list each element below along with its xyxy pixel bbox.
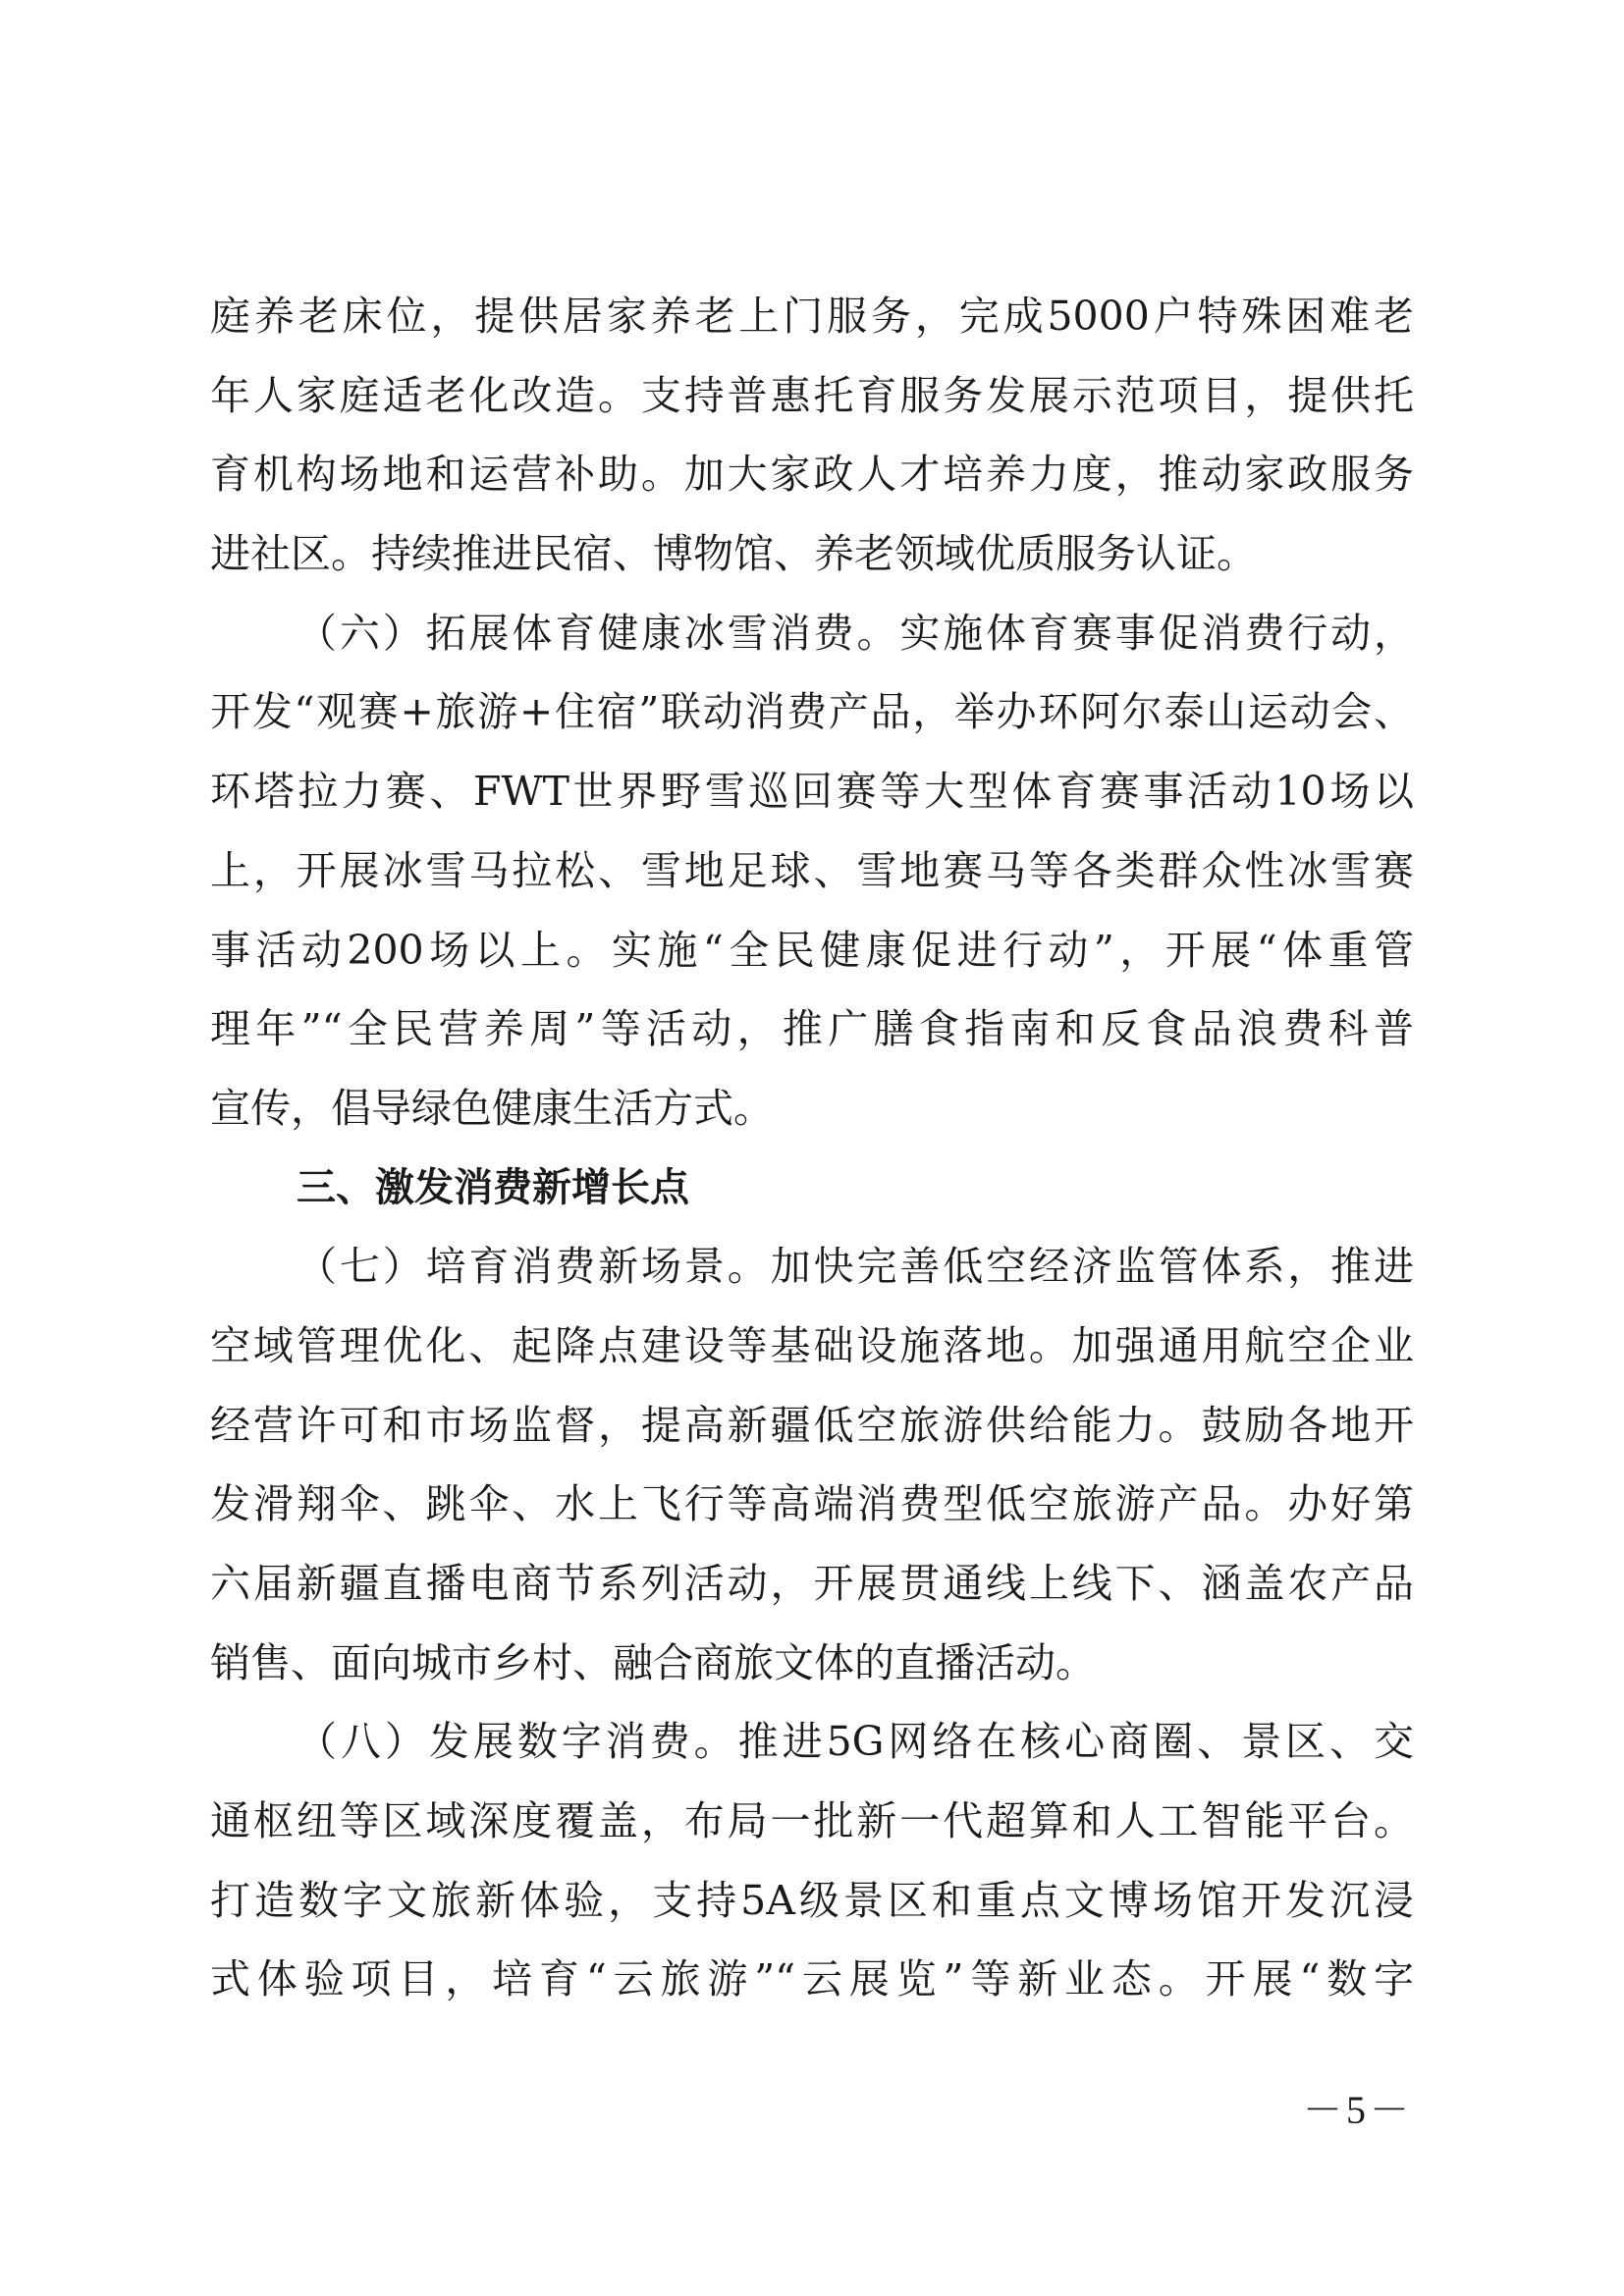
text-line: 打造数字文旅新体验，支持5A级景区和重点文博场馆开发沉浸: [210, 1876, 1414, 1924]
text-line: 六届新疆直播电商节系列活动，开展贯通线上线下、涵盖农产品: [210, 1560, 1414, 1607]
text-line: 发滑翔伞、跳伞、水上飞行等高端消费型低空旅游产品。办好第: [210, 1480, 1414, 1528]
section-heading-text: 三、激发消费新增长点: [297, 1164, 689, 1210]
paragraph-sports-consumption: [210, 594, 1414, 1148]
text-line: 上，开展冰雪马拉松、雪地足球、雪地赛马等各类群众性冰雪赛: [210, 846, 1414, 894]
document-body: [210, 277, 1414, 2019]
paragraph-elderly-care-continued: [210, 277, 1414, 594]
text-line: 进社区。持续推进民宿、博物馆、养老领域优质服务认证。: [210, 530, 1257, 578]
text-line: 式体验项目，培育“云旅游”“云展览”等新业态。开展“数字: [210, 1955, 1414, 2003]
text-line: 开发“观赛+旅游+住宿”联动消费产品，举办环阿尔泰山运动会、: [210, 688, 1414, 736]
text-line: 理年”“全民营养周”等活动，推广膳食指南和反食品浪费科普: [210, 1005, 1414, 1053]
text-line: 环塔拉力赛、FWT世界野雪巡回赛等大型体育赛事活动10场以: [210, 768, 1414, 816]
text-line: 经营许可和市场监督，提高新疆低空旅游供给能力。鼓励各地开: [210, 1401, 1414, 1449]
text-line: 通枢纽等区域深度覆盖，布局一批新一代超算和人工智能平台。: [210, 1797, 1414, 1845]
paragraph-digital-consumption: [210, 1702, 1414, 2019]
paragraph-new-scenarios: [210, 1227, 1414, 1702]
text-line: 销售、面向城市乡村、融合商旅文体的直播活动。: [210, 1638, 1096, 1686]
text-line: 事活动200场以上。实施“全民健康促进行动”，开展“体重管: [210, 926, 1414, 974]
text-line: 宣传，倡导绿色健康生活方式。: [210, 1084, 774, 1132]
text-line: （六）拓展体育健康冰雪消费。实施体育赛事促消费行动，: [297, 609, 1414, 657]
text-line: （七）培育消费新场景。加快完善低空经济监管体系，推进: [297, 1243, 1414, 1291]
text-line: 庭养老床位，提供居家养老上门服务，完成5000户特殊困难老: [210, 293, 1414, 340]
text-line: 年人家庭适老化改造。支持普惠托育服务发展示范项目，提供托: [210, 371, 1414, 419]
section-heading: [210, 1148, 1414, 1228]
text-line: 空域管理优化、起降点建设等基础设施落地。加强通用航空企业: [210, 1321, 1414, 1369]
page-number: －5－: [1303, 2088, 1413, 2132]
text-line: 育机构场地和运营补助。加大家政人才培养力度，推动家政服务: [210, 451, 1414, 499]
text-line: （八）发展数字消费。推进5G网络在核心商圈、景区、交: [297, 1718, 1414, 1766]
